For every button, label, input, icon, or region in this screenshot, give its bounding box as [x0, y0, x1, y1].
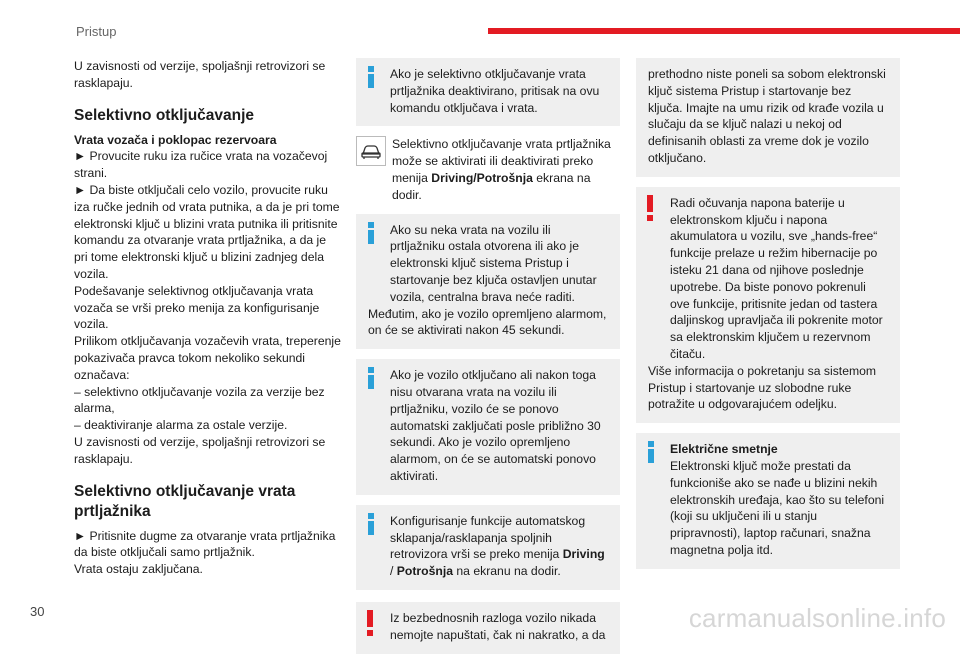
warning-text: Iz bezbednosnih razloga vozilo nikada nemojte napuštati, čak ni nakratko, a da — [390, 610, 606, 642]
info-icon — [368, 66, 374, 88]
info-box — [356, 214, 620, 350]
info-box — [356, 505, 620, 590]
info-box — [356, 58, 620, 126]
warning-box — [636, 187, 900, 423]
info-text: Ako je vozilo otključano ali nakon toga nisu otvarana vrata na vozilu ili prtljažniku, vozilo će se ponovo automatski zaključati posle približno 30 sekundi. Ako je vozilo opremljeno alarmom, on će se automatski ponovo aktivirati. — [390, 368, 601, 483]
info-text: Ako su neka vrata na vozilu ili prtljažniku ostala otvorena ili ako je elektronski ključ sistema Pristup i startovanje bez ključa ostavljen unutar vozila, centralna brava neće raditi. — [390, 222, 597, 304]
paragraph: – selektivno otključavanje vozila za verzije bez alarma, — [74, 384, 325, 416]
column-left — [74, 58, 342, 578]
header-accent-bar — [488, 28, 960, 34]
paragraph: Vrata ostaju zaključana. — [74, 562, 203, 577]
paragraph: U zavisnosti od verzije, spoljašnji retrovizori se rasklapaju. — [74, 434, 326, 466]
warning-box-continued — [636, 58, 900, 177]
column-right — [636, 58, 900, 579]
car-icon — [356, 136, 386, 166]
paragraph: ► Provucite ruku iza ručice vrata na vozačevoj strani. — [74, 149, 328, 181]
watermark: carmanualsonline.info — [688, 603, 946, 633]
car-note — [356, 136, 620, 203]
paragraph: Prilikom otključavanja vozačevih vrata, treperenje pokazivača pravca tokom nekoliko sekundi označava: — [74, 334, 341, 382]
info-box — [636, 433, 900, 569]
info-icon — [648, 441, 654, 463]
paragraph: – deaktiviranje alarma za ostale verzije. — [74, 418, 288, 433]
warning-text: prethodno niste poneli sa sobom elektronski ključ sistema Pristup i startovanje bez ključa. Imajte na umu rizik od krađe vozila u slučaju da se ključ nalazi u nekoj od definisanih oblasti za vreme dok je vozilo otključano. — [648, 67, 886, 165]
info-text: Ako je selektivno otključavanje vrata prtljažnika deaktivirano, pritisak na ovu komandu otključava i vrata. — [390, 67, 600, 115]
info-text: Međutim, ako je vozilo opremljeno alarmom, on će se aktivirati nakon 45 sekundi. — [368, 306, 607, 338]
info-text: Elektronski ključ može prestati da funkcioniše ako se nađe u blizini nekih elektronskih uređaja, kao što su telefoni (koji su uključeni ili u stanju pripravnosti), laptop računari, snažna magnetna polja itd. — [670, 458, 885, 557]
paragraph: Podešavanje selektivnog otključavanja vrata vozača se vrši preko menija za konfigurisanje vozila. — [74, 283, 320, 332]
warning-text: Više informacija o pokretanju sa sistemom Pristup i startovanje uz slobodne ruke potražite u odgovarajućem odeljku. — [648, 363, 877, 412]
paragraph: ► Da biste otključali celo vozilo, provucite ruku iza ručke jednih od vrata putnika, a da je pri tome elektronski ključ u blizini vrata putnika ili pritisnite komandu za otvaranje vrata prtljažnika, a da je pri tome elektronski ključ u blizini zadnjeg dela vozila. — [74, 182, 340, 281]
page-number: 30 — [30, 604, 45, 619]
info-title: Električne smetnje — [670, 442, 778, 457]
section-title: Pristup — [76, 24, 117, 39]
heading-trunk-unlocking: Selektivno otključavanje vrata prtljažnika — [74, 482, 296, 520]
info-icon — [368, 222, 374, 244]
info-text: Konfigurisanje funkcije automatskog sklapanja/rasklapanja spoljnih retrovizora vrši se preko menija Driving / Potrošnja na ekranu na dodir. — [390, 513, 605, 579]
warning-text: Radi očuvanja napona baterije u elektronskom ključu i napona akumulatora u vozilu, sve „hands-free“ funkcije prelaze u režim hibernacije po isteku 21 dana od njihove poslednje upotrebe. Da biste ponovo pokrenuli ove funkcije, pritisnite jedan od tastera daljinskog upravljača ili pokrenite motor sa elektronskim ključem u rezervnom čitaču. — [670, 195, 883, 361]
info-icon — [368, 513, 374, 535]
column-middle — [356, 58, 620, 664]
car-note-text: Selektivno otključavanje vrata prtljažnika može se aktivirati ili deaktivirati preko menija Driving/Potrošnja ekrana na dodir. — [392, 137, 611, 202]
heading-selective-unlocking: Selektivno otključavanje — [74, 106, 255, 124]
paragraph: ► Pritisnite dugme za otvaranje vrata prtljažnika da biste otključali samo prtljažnik. — [74, 528, 336, 560]
paragraph: U zavisnosti od verzije, spoljašnji retrovizori se rasklapaju. — [74, 59, 326, 90]
subheading-driver-door: Vrata vozača i poklopac rezervoara — [74, 132, 277, 147]
info-icon — [368, 367, 374, 389]
warning-icon — [646, 195, 654, 221]
warning-icon — [366, 610, 374, 636]
info-box — [356, 359, 620, 495]
warning-box — [356, 602, 620, 654]
